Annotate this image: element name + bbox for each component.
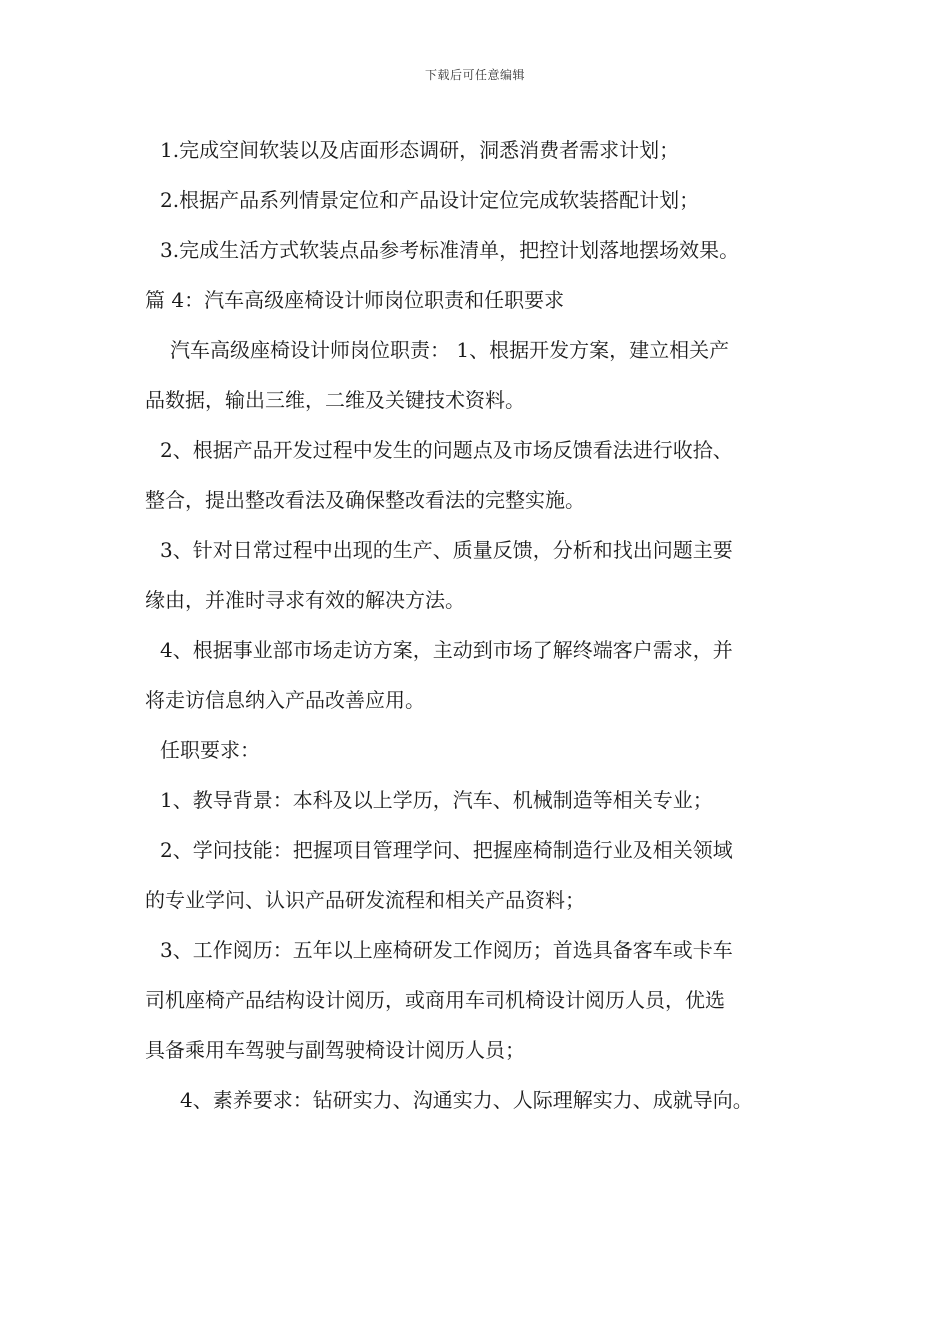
paragraph-line: 4、素养要求：钻研实力、沟通实力、人际理解实力、成就导向。 (180, 1088, 753, 1112)
paragraph-line: 品数据，输出三维，二维及关键技术资料。 (145, 388, 525, 412)
paragraph-line: 将走访信息纳入产品改善应用。 (145, 688, 425, 712)
paragraph-line: 3.完成生活方式软装点品参考标准清单，把控计划落地摆场效果。 (160, 238, 740, 262)
subheading-requirements: 任职要求： (160, 738, 260, 762)
paragraph-line: 2、根据产品开发过程中发生的问题点及市场反馈看法进行收拾、 (160, 438, 733, 462)
paragraph-line: 汽车高级座椅设计师岗位职责： 1、根据开发方案，建立相关产 (170, 338, 730, 362)
paragraph-line: 司机座椅产品结构设计阅历，或商用车司机椅设计阅历人员，优选 (145, 988, 725, 1012)
page-header: 下载后可任意编辑 (424, 68, 525, 82)
section-heading: 篇 4：汽车高级座椅设计师岗位职责和任职要求 (145, 288, 565, 312)
paragraph-line: 3、工作阅历：五年以上座椅研发工作阅历；首选具备客车或卡车 (160, 938, 733, 962)
paragraph-line: 的专业学问、认识产品研发流程和相关产品资料； (145, 888, 585, 912)
paragraph-line: 3、针对日常过程中出现的生产、质量反馈，分析和找出问题主要 (160, 538, 733, 562)
paragraph-line: 1、教导背景：本科及以上学历，汽车、机械制造等相关专业； (160, 788, 713, 812)
paragraph-line: 2.根据产品系列情景定位和产品设计定位完成软装搭配计划； (160, 188, 700, 212)
paragraph-line: 2、学问技能：把握项目管理学问、把握座椅制造行业及相关领域 (160, 838, 733, 862)
paragraph-line: 具备乘用车驾驶与副驾驶椅设计阅历人员； (145, 1038, 525, 1062)
paragraph-line: 缘由，并准时寻求有效的解决方法。 (145, 588, 465, 612)
paragraph-line: 整合，提出整改看法及确保整改看法的完整实施。 (145, 488, 585, 512)
paragraph-line: 4、根据事业部市场走访方案，主动到市场了解终端客户需求，并 (160, 638, 733, 662)
paragraph-line: 1.完成空间软装以及店面形态调研，洞悉消费者需求计划； (160, 138, 680, 162)
